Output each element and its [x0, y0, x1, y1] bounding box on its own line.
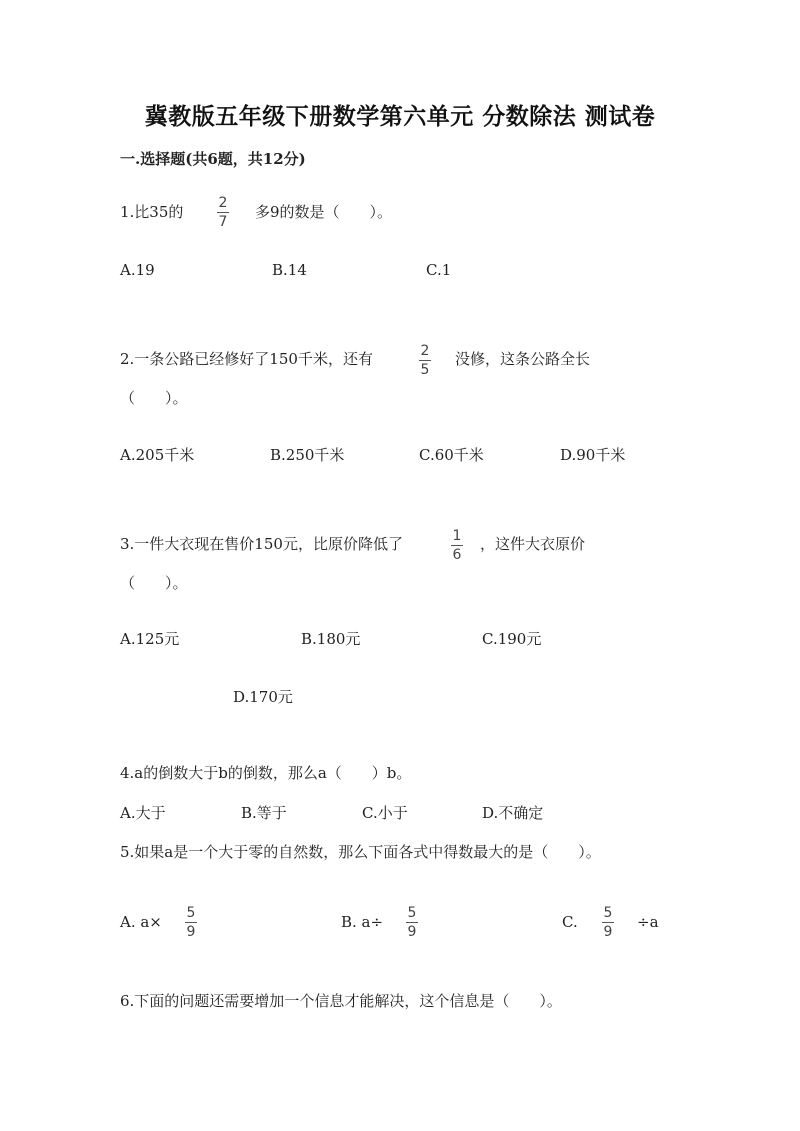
q2-fraction-numerator: 2 [420, 343, 430, 359]
q1-option-b: B.14 [272, 261, 307, 279]
q2-option-c: C.60千米 [419, 446, 484, 464]
q1-fraction [215, 195, 231, 230]
q3-stem-part3: （ ）。 [120, 574, 188, 592]
q5-option-c-fraction [600, 905, 616, 940]
q5-option-a-prefix: A. a× [120, 913, 162, 931]
q5-option-c-suffix: ÷a [637, 913, 659, 931]
q5-option-b-fraction [404, 905, 420, 940]
q4-option-b: B.等于 [241, 804, 287, 822]
q2-stem-part2: 没修，这条公路全长 [455, 350, 591, 368]
q4-option-c: C.小于 [362, 804, 408, 822]
q3-option-c: C.190元 [482, 630, 542, 648]
q2-option-a: A.205千米 [120, 446, 195, 464]
q3-fraction-denominator: 6 [452, 547, 462, 563]
q5-option-a-fraction [183, 905, 199, 940]
fraction-bar [406, 922, 418, 923]
fraction-bar [185, 922, 197, 923]
q3-option-d: D.170元 [233, 688, 293, 706]
q2-option-b: B.250千米 [270, 446, 345, 464]
q5-option-b-denominator: 9 [407, 924, 417, 940]
q5-option-a-numerator: 5 [186, 905, 196, 921]
page-title: 冀教版五年级下册数学第六单元 分数除法 测试卷 [144, 103, 656, 130]
fraction-bar [451, 545, 463, 546]
q3-fraction [449, 528, 465, 563]
q3-fraction-numerator: 1 [452, 528, 462, 544]
fraction-bar [217, 212, 229, 213]
q5-option-c-denominator: 9 [603, 924, 613, 940]
q6-stem: 6.下面的问题还需要增加一个信息才能解决，这个信息是（ ）。 [120, 992, 562, 1010]
q2-stem-part1: 2.一条公路已经修好了150千米，还有 [120, 350, 373, 368]
q3-option-a: A.125元 [120, 630, 180, 648]
q5-option-b-prefix: B. a÷ [341, 913, 384, 931]
q5-option-b-numerator: 5 [407, 905, 417, 921]
q1-fraction-numerator: 2 [218, 195, 228, 211]
fraction-bar [419, 360, 431, 361]
q5-stem: 5.如果a是一个大于零的自然数，那么下面各式中得数最大的是（ ）。 [120, 843, 601, 861]
q1-option-c: C.1 [426, 261, 452, 279]
q1-option-a: A.19 [120, 261, 155, 279]
fraction-bar [602, 922, 614, 923]
q5-option-a-denominator: 9 [186, 924, 196, 940]
q2-fraction [417, 343, 433, 378]
q4-option-a: A.大于 [120, 804, 166, 822]
q1-stem-part1: 1.比35的 [120, 203, 184, 221]
q2-option-d: D.90千米 [560, 446, 626, 464]
q1-fraction-denominator: 7 [218, 214, 228, 230]
q1-stem-part2: 多9的数是（ ）。 [255, 203, 393, 221]
q4-option-d: D.不确定 [482, 804, 544, 822]
q5-option-c-numerator: 5 [603, 905, 613, 921]
section-heading: 一.选择题(共6题，共12分) [120, 150, 306, 168]
q3-option-b: B.180元 [301, 630, 361, 648]
q3-stem-part1: 3.一件大衣现在售价150元，比原价降低了 [120, 535, 403, 553]
q2-stem-part3: （ ）。 [120, 389, 188, 407]
q3-stem-part2: ，这件大衣原价 [480, 535, 586, 553]
q2-fraction-denominator: 5 [420, 362, 430, 378]
q5-option-c-prefix: C. [562, 913, 578, 931]
q4-stem: 4.a的倒数大于b的倒数，那么a（ ）b。 [120, 764, 412, 782]
